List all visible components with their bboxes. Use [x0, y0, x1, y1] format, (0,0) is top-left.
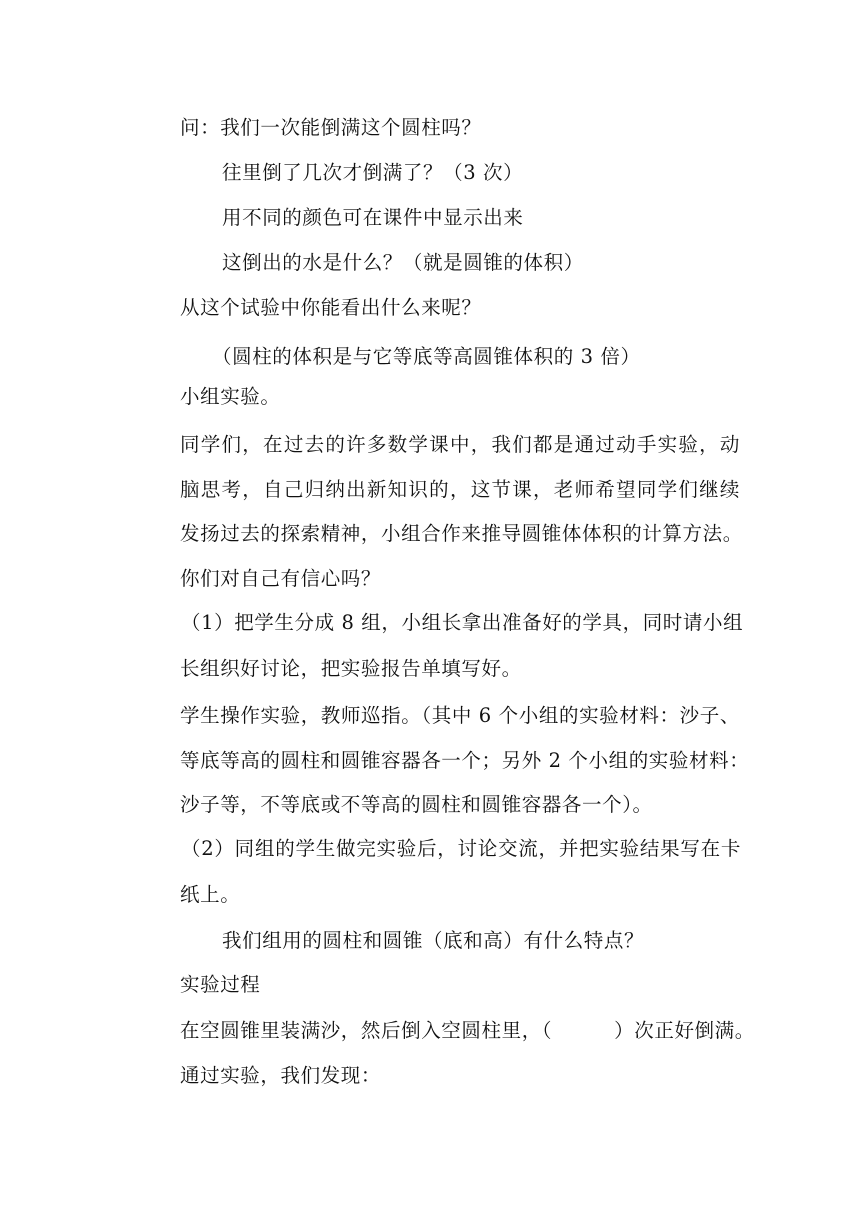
paragraph-line: 长组织好讨论，把实验报告单填写好。	[180, 657, 522, 680]
paragraph-line: （2）同组的学生做完实验后，讨论交流，并把实验结果写在卡	[181, 837, 741, 860]
paragraph-line: 脑思考，自己归纳出新知识的，这节课，老师希望同学们继续	[180, 478, 740, 501]
paragraph-line: 你们对自己有信心吗？	[180, 567, 382, 590]
paragraph-line: 学生操作实验，教师巡指。（其中 6 个小组的实验材料：沙子、	[180, 704, 740, 727]
indented-line: 这倒出的水是什么？（就是圆锥的体积）	[222, 251, 584, 274]
paragraph-line: 同学们，在过去的许多数学课中，我们都是通过动手实验，动	[180, 433, 740, 456]
section-heading: 实验过程	[180, 973, 261, 996]
indented-line: 往里倒了几次才倒满了？（3 次）	[222, 161, 524, 184]
paragraph-line: 发扬过去的探索精神，小组合作来推导圆锥体体积的计算方法。	[180, 522, 743, 545]
fill-in-suffix: ）次正好倒满。	[614, 1019, 755, 1042]
paragraph-line: 沙子等，不等底或不等高的圆柱和圆锥容器各一个）。	[180, 793, 653, 816]
paragraph-line: 通过实验，我们发现：	[180, 1064, 382, 1087]
paragraph-line: （1）把学生分成 8 组，小组长拿出准备好的学具，同时请小组	[181, 611, 744, 634]
question-line: 问：我们一次能倒满这个圆柱吗？	[180, 116, 482, 139]
fill-in-prefix: 在空圆锥里装满沙，然后倒入空圆柱里，（	[180, 1019, 553, 1042]
indented-line: 我们组用的圆柱和圆锥（底和高）有什么特点？	[222, 929, 645, 952]
paragraph-line: 等底等高的圆柱和圆锥容器各一个；另外 2 个小组的实验材料：	[180, 749, 750, 772]
fill-in-line	[180, 1018, 755, 1044]
paragraph-line: 从这个试验中你能看出什么来呢？	[180, 296, 482, 319]
indented-line: （圆柱的体积是与它等底等高圆锥体积的 3 倍）	[212, 345, 641, 368]
indented-line: 用不同的颜色可在课件中显示出来	[222, 206, 524, 229]
paragraph-line: 纸上。	[180, 883, 241, 906]
section-heading: 小组实验。	[180, 385, 281, 408]
